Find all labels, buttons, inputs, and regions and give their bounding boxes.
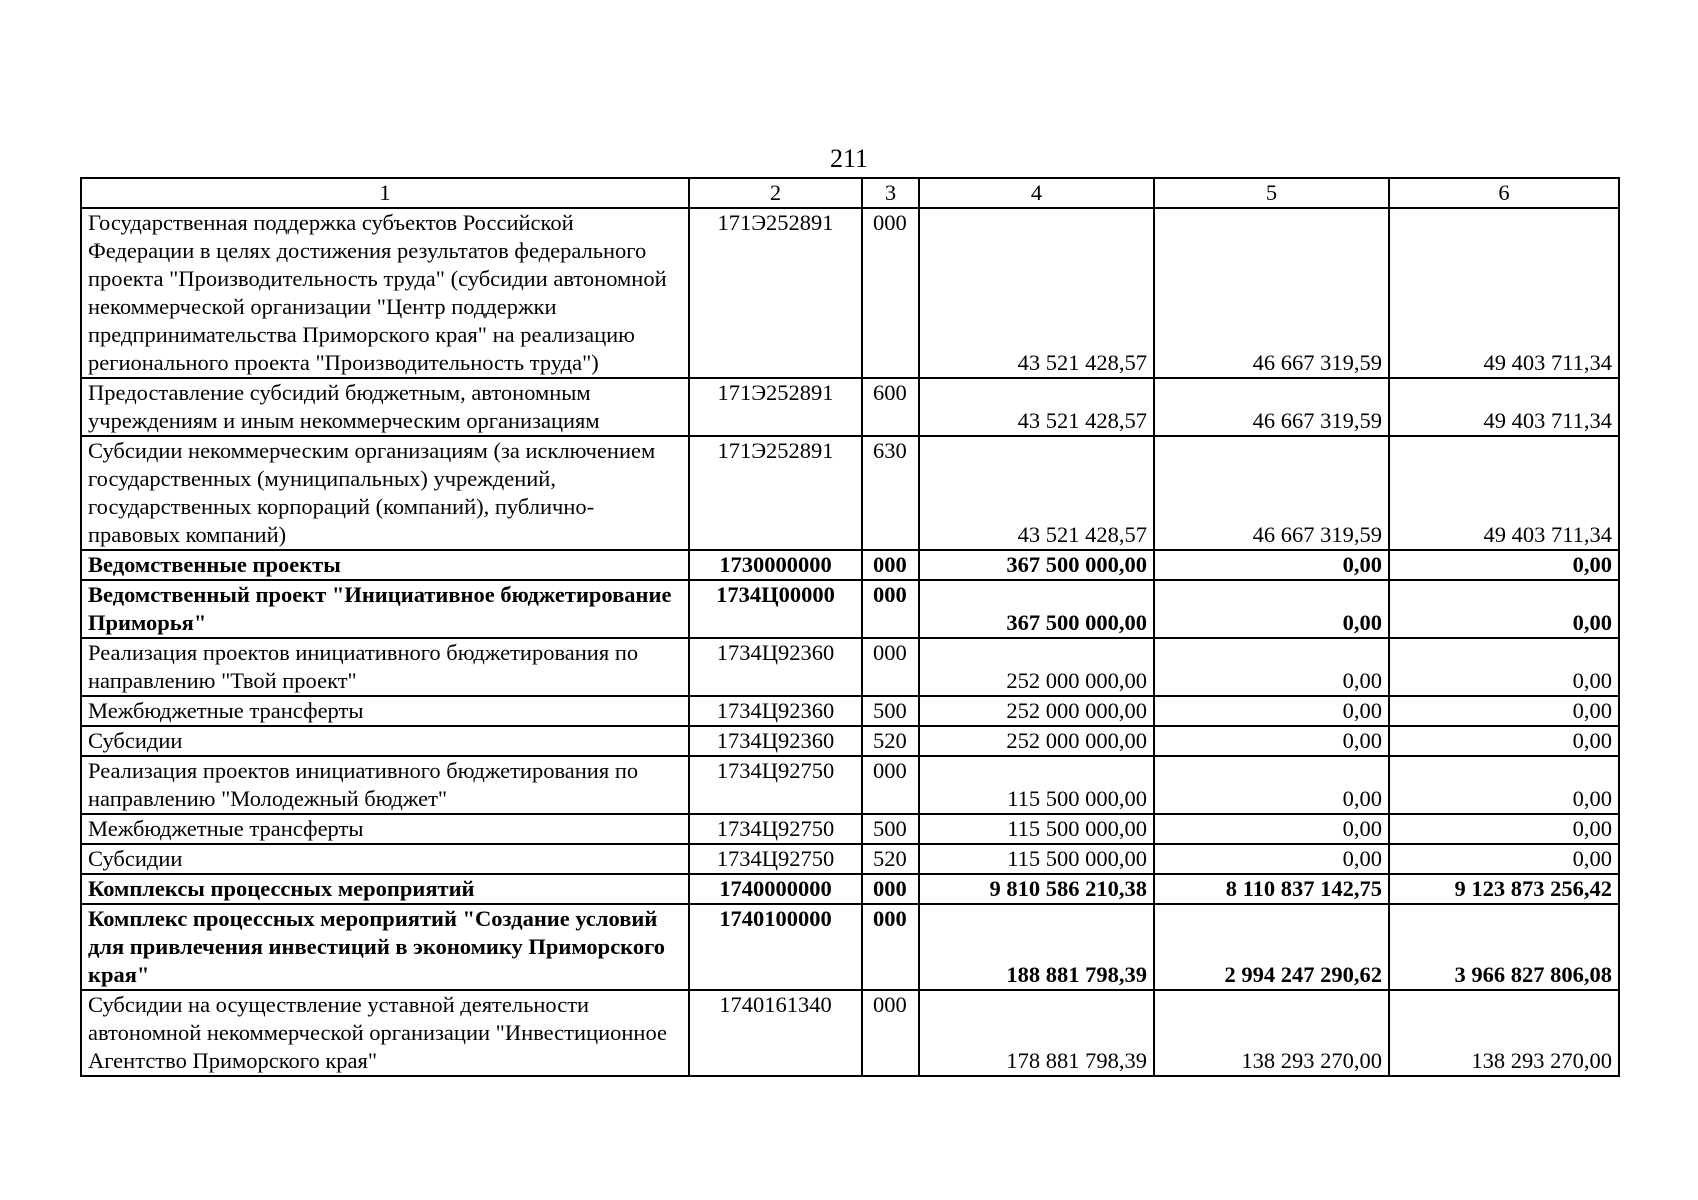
row-amount-col5-cell: 46 667 319,59 — [1154, 208, 1389, 378]
budget-table-body — [81, 178, 1619, 1076]
row-amount-col4-cell: 178 881 798,39 — [919, 990, 1154, 1076]
header-col-4: 4 — [919, 178, 1154, 208]
row-amount-col4-cell: 252 000 000,00 — [919, 638, 1154, 696]
row-name-cell: Ведомственные проекты — [81, 550, 689, 580]
row-expense-type-cell: 500 — [862, 814, 919, 844]
row-amount-col6-cell: 0,00 — [1389, 756, 1619, 814]
row-name-cell: Субсидии некоммерческим организациям (за исключением государственных (муниципальных) учреждений, государственных корпораций (компаний), публично-правовых компаний) — [81, 436, 689, 550]
table-row — [81, 756, 1619, 814]
row-amount-col4-cell: 115 500 000,00 — [919, 756, 1154, 814]
row-code-cell: 1734Ц92750 — [689, 844, 862, 874]
row-expense-type-cell: 000 — [862, 874, 919, 904]
row-expense-type-cell: 520 — [862, 844, 919, 874]
row-expense-type-cell: 520 — [862, 726, 919, 756]
row-amount-col6-cell: 0,00 — [1389, 550, 1619, 580]
row-amount-col4-cell: 43 521 428,57 — [919, 208, 1154, 378]
header-col-1: 1 — [81, 178, 689, 208]
row-amount-col5-cell: 0,00 — [1154, 756, 1389, 814]
table-row — [81, 436, 1619, 550]
row-amount-col6-cell: 0,00 — [1389, 844, 1619, 874]
row-amount-col5-cell: 8 110 837 142,75 — [1154, 874, 1389, 904]
row-name-cell: Субсидии — [81, 844, 689, 874]
row-code-cell: 1734Ц92750 — [689, 756, 862, 814]
row-amount-col6-cell: 9 123 873 256,42 — [1389, 874, 1619, 904]
row-amount-col6-cell: 0,00 — [1389, 580, 1619, 638]
row-name-cell: Реализация проектов инициативного бюджетирования по направлению "Твой проект" — [81, 638, 689, 696]
row-amount-col5-cell: 0,00 — [1154, 550, 1389, 580]
row-amount-col4-cell: 115 500 000,00 — [919, 814, 1154, 844]
table-row — [81, 696, 1619, 726]
row-amount-col4-cell: 9 810 586 210,38 — [919, 874, 1154, 904]
row-code-cell: 1734Ц92360 — [689, 638, 862, 696]
table-row — [81, 550, 1619, 580]
row-amount-col5-cell: 46 667 319,59 — [1154, 378, 1389, 436]
row-name-cell: Комплекс процессных мероприятий "Создание условий для привлечения инвестиций в экономику Приморского края" — [81, 904, 689, 990]
page-number: 211 — [829, 144, 869, 173]
row-code-cell: 1730000000 — [689, 550, 862, 580]
row-name-cell: Ведомственный проект "Инициативное бюджетирование Приморья" — [81, 580, 689, 638]
row-amount-col6-cell: 0,00 — [1389, 638, 1619, 696]
table-row — [81, 208, 1619, 378]
row-amount-col5-cell: 0,00 — [1154, 726, 1389, 756]
row-name-cell: Реализация проектов инициативного бюджетирования по направлению "Молодежный бюджет" — [81, 756, 689, 814]
row-amount-col4-cell: 43 521 428,57 — [919, 436, 1154, 550]
row-amount-col6-cell: 138 293 270,00 — [1389, 990, 1619, 1076]
row-amount-col4-cell: 252 000 000,00 — [919, 696, 1154, 726]
table-row — [81, 580, 1619, 638]
row-expense-type-cell: 000 — [862, 638, 919, 696]
row-amount-col5-cell: 0,00 — [1154, 696, 1389, 726]
row-amount-col5-cell: 0,00 — [1154, 580, 1389, 638]
row-name-cell: Субсидии — [81, 726, 689, 756]
row-code-cell: 1740161340 — [689, 990, 862, 1076]
row-amount-col5-cell: 46 667 319,59 — [1154, 436, 1389, 550]
row-amount-col5-cell: 2 994 247 290,62 — [1154, 904, 1389, 990]
row-name-cell: Субсидии на осуществление уставной деятельности автономной некоммерческой организации "Инвестиционное Агентство Приморского края" — [81, 990, 689, 1076]
header-col-2: 2 — [689, 178, 862, 208]
row-name-cell: Межбюджетные трансферты — [81, 814, 689, 844]
row-code-cell: 171Э252891 — [689, 378, 862, 436]
row-amount-col5-cell: 0,00 — [1154, 638, 1389, 696]
table-row — [81, 814, 1619, 844]
row-amount-col6-cell: 49 403 711,34 — [1389, 208, 1619, 378]
table-row — [81, 638, 1619, 696]
table-row — [81, 378, 1619, 436]
row-expense-type-cell: 500 — [862, 696, 919, 726]
table-header-row — [81, 178, 1619, 208]
row-amount-col4-cell: 367 500 000,00 — [919, 550, 1154, 580]
table-row — [81, 874, 1619, 904]
row-name-cell: Межбюджетные трансферты — [81, 696, 689, 726]
row-code-cell: 171Э252891 — [689, 436, 862, 550]
row-expense-type-cell: 000 — [862, 756, 919, 814]
row-name-cell: Государственная поддержка субъектов Российской Федерации в целях достижения результатов федерального проекта "Производительность труда" (субсидии автономной некоммерческой организации "Центр поддержки предпринимательства Приморского края" на реализацию регионального проекта "Производительность труда") — [81, 208, 689, 378]
row-amount-col4-cell: 43 521 428,57 — [919, 378, 1154, 436]
row-amount-col6-cell: 49 403 711,34 — [1389, 436, 1619, 550]
table-row — [81, 844, 1619, 874]
row-code-cell: 171Э252891 — [689, 208, 862, 378]
row-amount-col6-cell: 49 403 711,34 — [1389, 378, 1619, 436]
row-amount-col6-cell: 3 966 827 806,08 — [1389, 904, 1619, 990]
row-code-cell: 1740000000 — [689, 874, 862, 904]
row-name-cell: Предоставление субсидий бюджетным, автономным учреждениям и иным некоммерческим организациям — [81, 378, 689, 436]
table-row — [81, 726, 1619, 756]
row-expense-type-cell: 000 — [862, 990, 919, 1076]
header-col-6: 6 — [1389, 178, 1619, 208]
row-code-cell: 1740100000 — [689, 904, 862, 990]
row-code-cell: 1734Ц00000 — [689, 580, 862, 638]
row-amount-col6-cell: 0,00 — [1389, 814, 1619, 844]
table-row — [81, 904, 1619, 990]
row-amount-col4-cell: 367 500 000,00 — [919, 580, 1154, 638]
row-expense-type-cell: 000 — [862, 580, 919, 638]
row-code-cell: 1734Ц92360 — [689, 726, 862, 756]
row-expense-type-cell: 600 — [862, 378, 919, 436]
row-expense-type-cell: 630 — [862, 436, 919, 550]
row-amount-col4-cell: 115 500 000,00 — [919, 844, 1154, 874]
table-row — [81, 990, 1619, 1076]
row-expense-type-cell: 000 — [862, 208, 919, 378]
row-amount-col5-cell: 0,00 — [1154, 844, 1389, 874]
row-amount-col6-cell: 0,00 — [1389, 726, 1619, 756]
header-col-5: 5 — [1154, 178, 1389, 208]
row-amount-col4-cell: 188 881 798,39 — [919, 904, 1154, 990]
row-code-cell: 1734Ц92750 — [689, 814, 862, 844]
row-name-cell: Комплексы процессных мероприятий — [81, 874, 689, 904]
row-amount-col6-cell: 0,00 — [1389, 696, 1619, 726]
row-expense-type-cell: 000 — [862, 904, 919, 990]
row-amount-col4-cell: 252 000 000,00 — [919, 726, 1154, 756]
row-amount-col5-cell: 0,00 — [1154, 814, 1389, 844]
header-col-3: 3 — [862, 178, 919, 208]
row-code-cell: 1734Ц92360 — [689, 696, 862, 726]
row-amount-col5-cell: 138 293 270,00 — [1154, 990, 1389, 1076]
row-expense-type-cell: 000 — [862, 550, 919, 580]
budget-table — [80, 177, 1620, 1077]
